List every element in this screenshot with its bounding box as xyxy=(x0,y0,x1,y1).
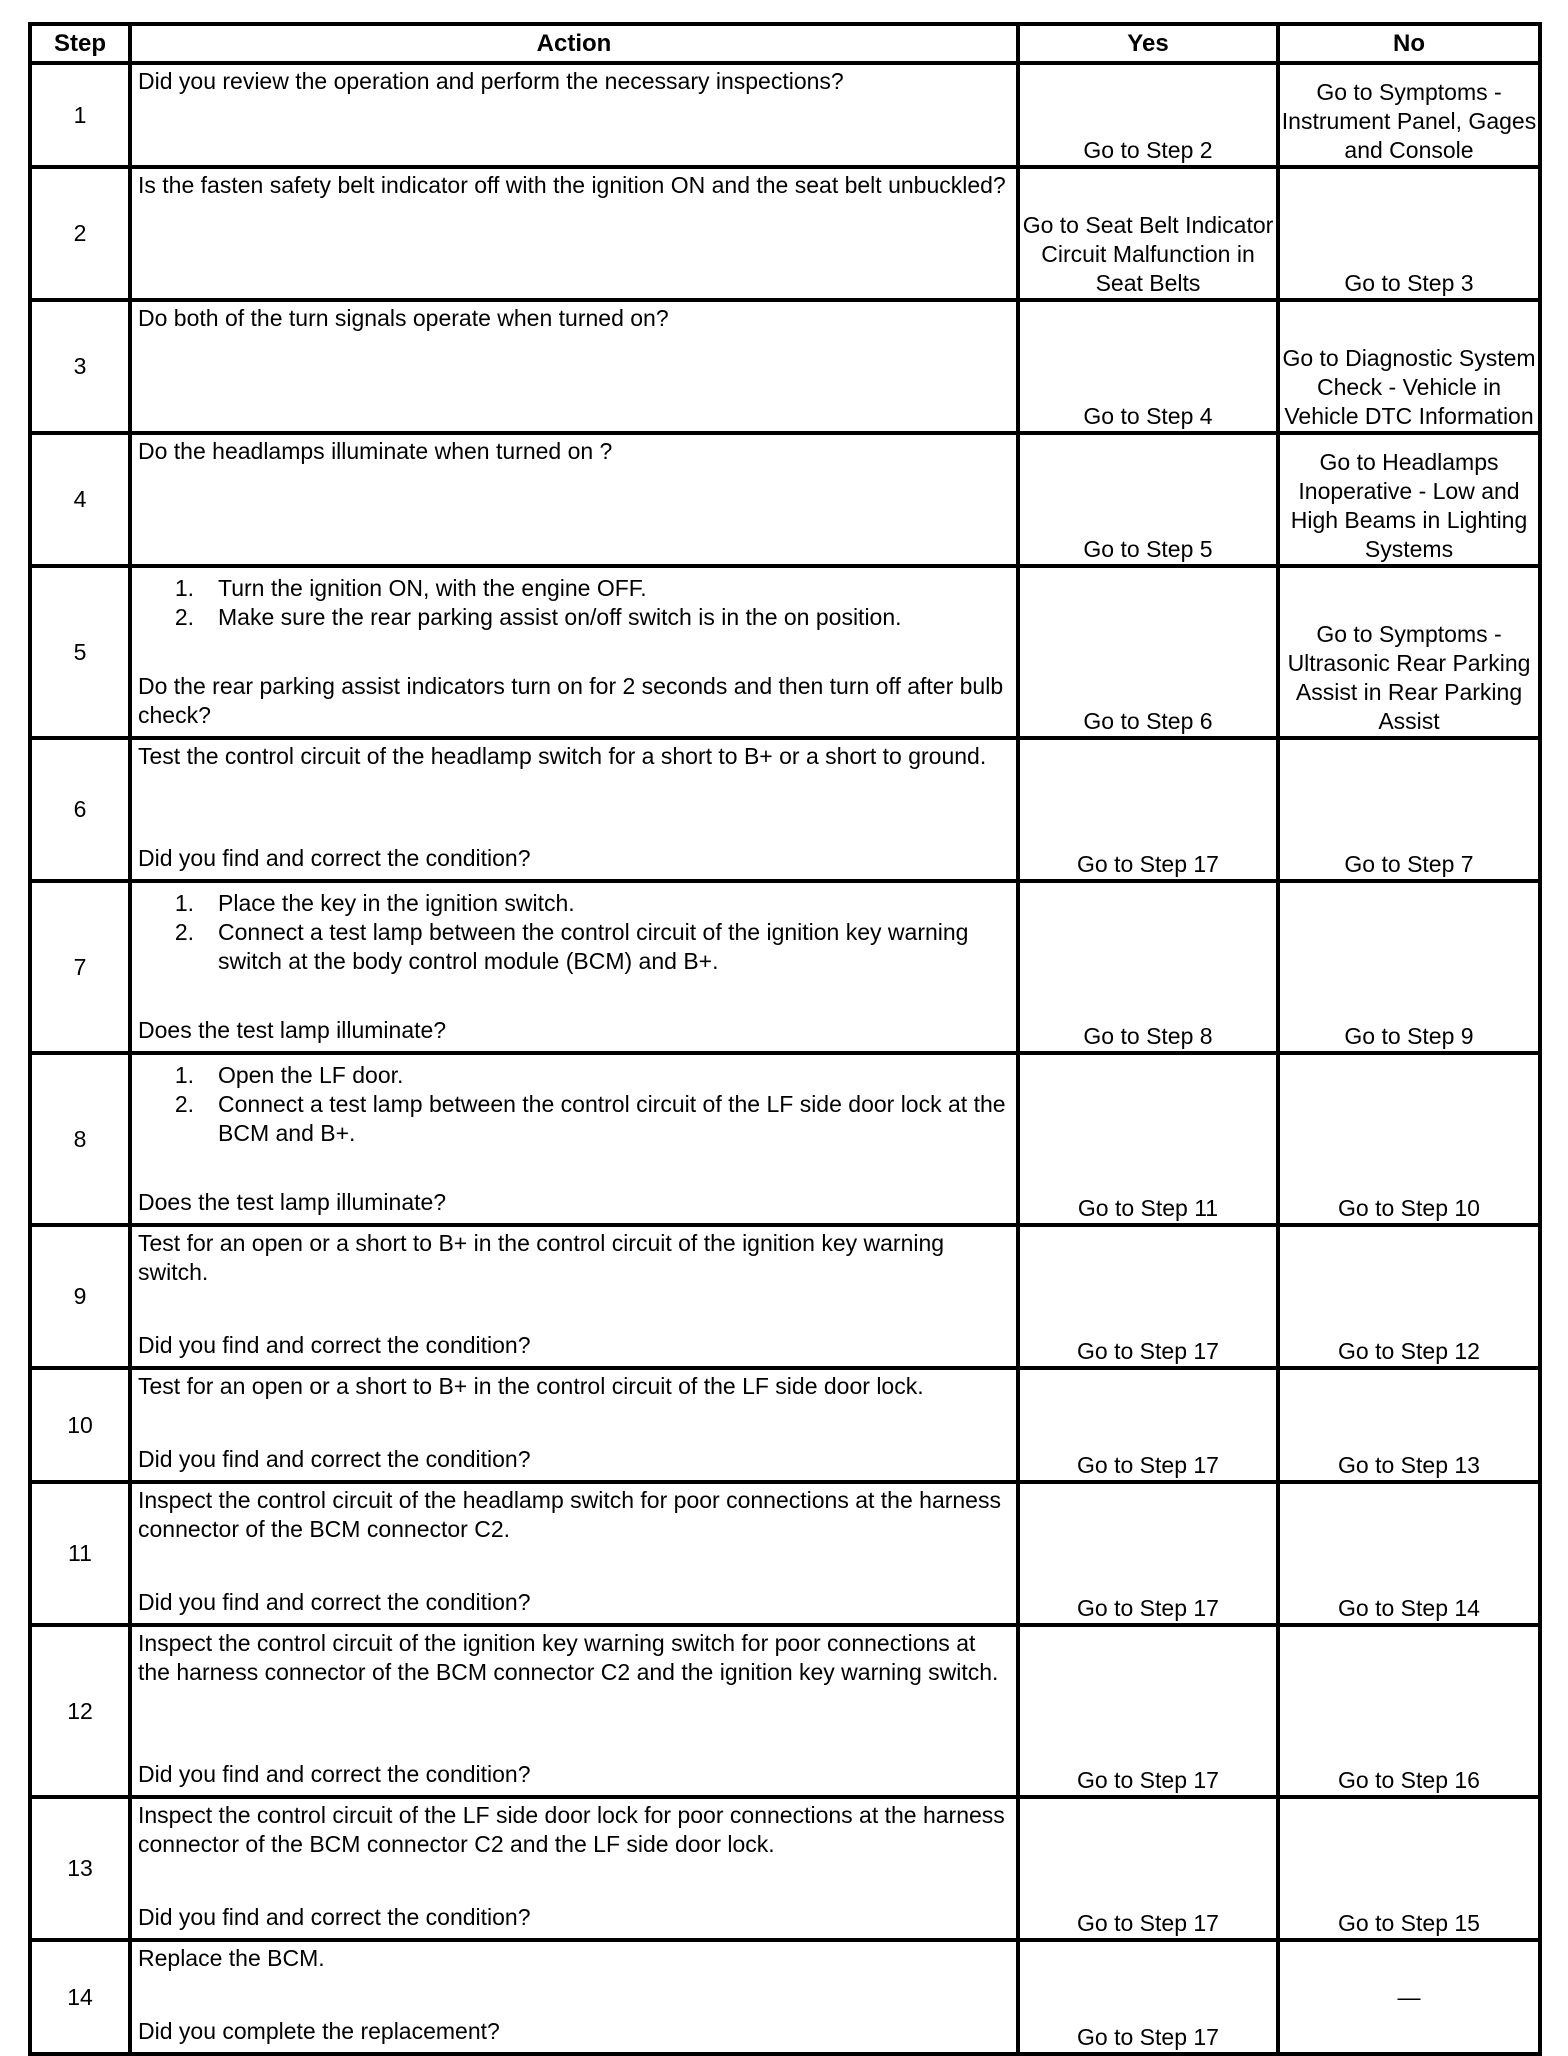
step-number: 2 xyxy=(30,167,130,300)
action-step-number: 2. xyxy=(174,919,194,945)
header-no: No xyxy=(1278,24,1540,63)
action-step-item xyxy=(138,1061,1010,1090)
action-question: Does the test lamp illuminate? xyxy=(138,1189,447,1215)
no-result: Go to Diagnostic System Check - Vehicle in Vehicle DTC Information xyxy=(1278,300,1540,433)
action-cell xyxy=(130,738,1018,881)
yes-result: Go to Step 5 xyxy=(1018,433,1278,566)
step-number: 8 xyxy=(30,1053,130,1225)
action-text: Test the control circuit of the headlamp switch for a short to B+ or a short to ground. xyxy=(138,743,987,769)
yes-result: Go to Seat Belt Indicator Circuit Malfunction in Seat Belts xyxy=(1018,167,1278,300)
action-question: Did you find and correct the condition? xyxy=(138,1332,531,1358)
action-question: Did you find and correct the condition? xyxy=(138,1446,531,1472)
table-row xyxy=(30,167,1540,300)
table-row xyxy=(30,1797,1540,1940)
header-row xyxy=(30,24,1540,63)
step-number: 3 xyxy=(30,300,130,433)
table-row xyxy=(30,1368,1540,1482)
action-step-number: 2. xyxy=(174,604,194,630)
action-cell xyxy=(130,1482,1018,1625)
action-step-number: 2. xyxy=(174,1091,194,1117)
action-step-item xyxy=(138,603,1010,632)
action-cell xyxy=(130,300,1018,433)
action-question: Did you find and correct the condition? xyxy=(138,1589,531,1615)
yes-result: Go to Step 17 xyxy=(1018,1225,1278,1368)
action-question: Did you find and correct the condition? xyxy=(138,845,531,871)
table-row xyxy=(30,63,1540,167)
action-steps-list xyxy=(138,574,1010,632)
step-number: 12 xyxy=(30,1625,130,1797)
no-result: Go to Symptoms - Ultrasonic Rear Parking Assist in Rear Parking Assist xyxy=(1278,566,1540,738)
yes-result: Go to Step 17 xyxy=(1018,1940,1278,2054)
action-step-number: 1. xyxy=(174,575,194,601)
action-text: Do the headlamps illuminate when turned on ? xyxy=(138,438,613,464)
no-result: Go to Step 9 xyxy=(1278,881,1540,1053)
action-text: Replace the BCM. xyxy=(138,1945,325,1971)
header-step: Step xyxy=(30,24,130,63)
action-text: Do both of the turn signals operate when turned on? xyxy=(138,305,669,331)
step-number: 11 xyxy=(30,1482,130,1625)
header-yes: Yes xyxy=(1018,24,1278,63)
action-step-number: 1. xyxy=(174,890,194,916)
yes-result: Go to Step 11 xyxy=(1018,1053,1278,1225)
action-question: Did you find and correct the condition? xyxy=(138,1761,531,1787)
table-row xyxy=(30,1940,1540,2054)
action-cell xyxy=(130,1368,1018,1482)
table-row xyxy=(30,1225,1540,1368)
yes-result: Go to Step 17 xyxy=(1018,738,1278,881)
action-cell xyxy=(130,167,1018,300)
no-result: Go to Step 7 xyxy=(1278,738,1540,881)
action-steps-list xyxy=(138,889,1010,976)
action-cell xyxy=(130,63,1018,167)
action-text: Inspect the control circuit of the LF side door lock for poor connections at the harness connector of the BCM connector C2 and the LF side door lock. xyxy=(138,1802,1005,1857)
action-cell xyxy=(130,1940,1018,2054)
action-question: Does the test lamp illuminate? xyxy=(138,1017,447,1043)
no-result: Go to Step 10 xyxy=(1278,1053,1540,1225)
table-row xyxy=(30,738,1540,881)
action-step-text: Connect a test lamp between the control circuit of the ignition key warning switch at the body control module (BCM) and B+. xyxy=(218,919,969,974)
action-cell xyxy=(130,566,1018,738)
yes-result: Go to Step 6 xyxy=(1018,566,1278,738)
no-result: Go to Step 12 xyxy=(1278,1225,1540,1368)
action-step-item xyxy=(138,918,1010,976)
no-result: Go to Step 3 xyxy=(1278,167,1540,300)
action-text: Is the fasten safety belt indicator off with the ignition ON and the seat belt unbuckled? xyxy=(138,172,1006,198)
action-step-item xyxy=(138,1090,1010,1148)
table-row xyxy=(30,433,1540,566)
action-step-text: Turn the ignition ON, with the engine OFF. xyxy=(218,575,647,601)
action-step-item xyxy=(138,889,1010,918)
action-cell xyxy=(130,1625,1018,1797)
yes-result: Go to Step 17 xyxy=(1018,1482,1278,1625)
yes-result: Go to Step 17 xyxy=(1018,1368,1278,1482)
action-step-item xyxy=(138,574,1010,603)
action-question: Did you complete the replacement? xyxy=(138,2018,500,2044)
table-row xyxy=(30,1053,1540,1225)
table-row xyxy=(30,881,1540,1053)
action-step-text: Make sure the rear parking assist on/off switch is in the on position. xyxy=(218,604,902,630)
action-text: Test for an open or a short to B+ in the control circuit of the LF side door lock. xyxy=(138,1373,924,1399)
step-number: 1 xyxy=(30,63,130,167)
no-result: Go to Step 16 xyxy=(1278,1625,1540,1797)
step-number: 13 xyxy=(30,1797,130,1940)
step-number: 10 xyxy=(30,1368,130,1482)
step-number: 14 xyxy=(30,1940,130,2054)
action-text: Inspect the control circuit of the ignition key warning switch for poor connections at the harness connector of the BCM connector C2 and the ignition key warning switch. xyxy=(138,1630,999,1685)
no-result: Go to Step 14 xyxy=(1278,1482,1540,1625)
yes-result: Go to Step 4 xyxy=(1018,300,1278,433)
action-cell xyxy=(130,433,1018,566)
yes-result: Go to Step 17 xyxy=(1018,1625,1278,1797)
no-result: — xyxy=(1278,1940,1540,2054)
action-cell xyxy=(130,1225,1018,1368)
no-result: Go to Step 15 xyxy=(1278,1797,1540,1940)
action-step-text: Open the LF door. xyxy=(218,1062,404,1088)
yes-result: Go to Step 8 xyxy=(1018,881,1278,1053)
action-step-number: 1. xyxy=(174,1062,194,1088)
action-text: Did you review the operation and perform the necessary inspections? xyxy=(138,68,844,94)
yes-result: Go to Step 2 xyxy=(1018,63,1278,167)
step-number: 9 xyxy=(30,1225,130,1368)
action-steps-list xyxy=(138,1061,1010,1148)
no-result: Go to Symptoms - Instrument Panel, Gages and Console xyxy=(1278,63,1540,167)
action-step-text: Connect a test lamp between the control circuit of the LF side door lock at the BCM and B+. xyxy=(218,1091,1006,1146)
yes-result: Go to Step 17 xyxy=(1018,1797,1278,1940)
table-row xyxy=(30,300,1540,433)
step-number: 5 xyxy=(30,566,130,738)
header-action: Action xyxy=(130,24,1018,63)
step-number: 6 xyxy=(30,738,130,881)
table-row xyxy=(30,566,1540,738)
action-cell xyxy=(130,881,1018,1053)
action-cell xyxy=(130,1797,1018,1940)
action-cell xyxy=(130,1053,1018,1225)
no-result: Go to Headlamps Inoperative - Low and High Beams in Lighting Systems xyxy=(1278,433,1540,566)
table-row xyxy=(30,1625,1540,1797)
table-row xyxy=(30,1482,1540,1625)
no-result: Go to Step 13 xyxy=(1278,1368,1540,1482)
diagnostic-table xyxy=(28,22,1542,2056)
action-question: Do the rear parking assist indicators turn on for 2 seconds and then turn off after bulb check? xyxy=(138,673,1004,728)
action-text: Inspect the control circuit of the headlamp switch for poor connections at the harness connector of the BCM connector C2. xyxy=(138,1487,1001,1542)
action-text: Test for an open or a short to B+ in the control circuit of the ignition key warning switch. xyxy=(138,1230,945,1285)
step-number: 7 xyxy=(30,881,130,1053)
step-number: 4 xyxy=(30,433,130,566)
action-step-text: Place the key in the ignition switch. xyxy=(218,890,575,916)
action-question: Did you find and correct the condition? xyxy=(138,1904,531,1930)
